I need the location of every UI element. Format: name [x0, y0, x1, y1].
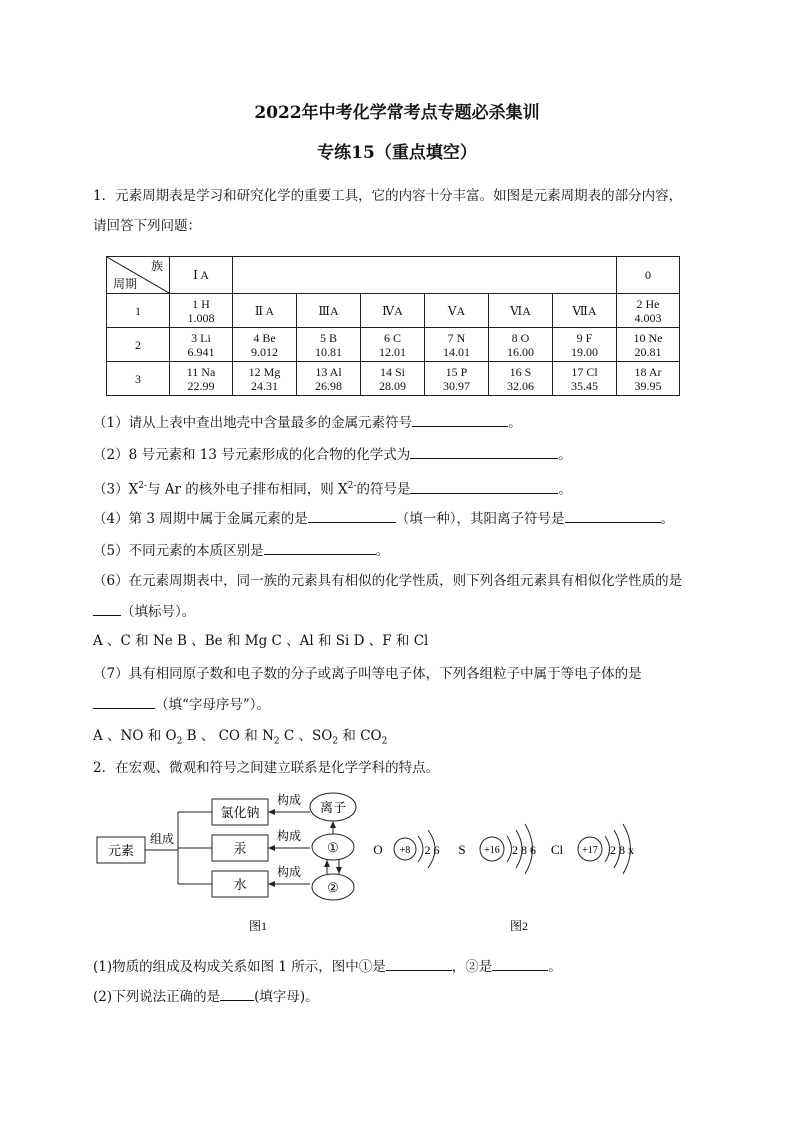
periodic-table — [106, 256, 680, 396]
answer-blank[interactable] — [412, 412, 508, 427]
nucleus-charge: +16 — [484, 845, 500, 856]
element-cell: 17 Cl 35.45 — [553, 362, 617, 396]
q1-stem-line2: 请回答下列问题： — [93, 218, 201, 234]
answer-blank[interactable] — [93, 694, 155, 709]
group-header: ⅣA — [361, 294, 425, 328]
table-empty-top — [233, 257, 617, 294]
q2-figures — [0, 780, 794, 940]
group-header: ⅤA — [425, 294, 489, 328]
substance-label: 水 — [233, 877, 247, 892]
period-label: 2 — [107, 328, 170, 362]
element-cell: 18 Ar 39.95 — [617, 362, 680, 396]
compose-label: 组成 — [150, 832, 175, 846]
answer-blank[interactable] — [308, 508, 396, 523]
constitute-label: 构成 — [277, 829, 302, 843]
q2-stem: 2．在宏观、微观和符号之间建立联系是化学学科的特点。 — [93, 760, 440, 776]
nucleus-charge: +8 — [399, 845, 411, 856]
element-cell: 4 Be 9.012 — [233, 328, 297, 362]
answer-blank[interactable] — [93, 601, 121, 616]
q1-sub3: $(3)X^{2-}$与 Ar 的核外电子排布相同，则 $X^{2-}$的符号是 。 — [93, 476, 572, 500]
element-cell: 9 F 19.00 — [553, 328, 617, 362]
element-cell: 3 Li 6.941 — [170, 328, 233, 362]
q1-stem-line1: 1．元素周期表是学习和研究化学的重要工具，它的内容十分丰富。如图是元素周期表的部分内容， — [93, 188, 683, 204]
electron-shells: 2 6 — [424, 843, 440, 857]
element-cell: 11 Na 22.99 — [170, 362, 233, 396]
fig2-caption: 图2 — [509, 919, 529, 933]
q1-sub2: （2）8 号元素和 13 号元素形成的化合物的化学式为 。 — [93, 444, 572, 465]
q2-part1: (1)物质的组成及构成关系如图 1 所示，图中①是 ，②是 。 — [93, 956, 562, 977]
group-header: ⅢA — [297, 294, 361, 328]
constitute-label: 构成 — [277, 865, 302, 879]
element-cell: 7 N 14.01 — [425, 328, 489, 362]
element-cell: 13 Al 26.98 — [297, 362, 361, 396]
period-label: 3 — [107, 362, 170, 396]
q1-sub6-line2: （填标号）。 — [93, 601, 195, 622]
answer-blank[interactable] — [565, 508, 661, 523]
element-cell: 2 He 4.003 — [617, 294, 680, 328]
constitute-label: 构成 — [277, 793, 302, 807]
ion-label: 离子 — [319, 800, 347, 815]
atom-symbol: O — [373, 842, 383, 857]
period-label: 1 — [107, 294, 170, 328]
element-cell: 8 O 16.00 — [489, 328, 553, 362]
element-cell: 16 S 32.06 — [489, 362, 553, 396]
corner-group-label: 族 — [150, 259, 163, 273]
q1-sub5: （5）不同元素的本质区别是 。 — [93, 540, 389, 561]
circle-2-label: ② — [327, 880, 339, 895]
element-cell: 1 H 1.008 — [170, 294, 233, 328]
q1-sub1: （1）请从上表中查出地壳中含量最多的金属元素符号 。 — [93, 412, 522, 433]
electron-shells: 2 8 x — [610, 843, 634, 857]
substance-label: 汞 — [233, 841, 247, 856]
atom-symbol: S — [458, 842, 466, 857]
answer-blank[interactable] — [220, 986, 254, 1001]
table-corner — [107, 257, 170, 294]
answer-blank[interactable] — [492, 956, 548, 971]
answer-blank[interactable] — [264, 540, 376, 555]
page-subtitle: 专练15（重点填空） — [317, 143, 477, 163]
q1-sub4: （4）第 3 周期中属于金属元素的是 （填一种），其阳离子符号是 。 — [93, 508, 674, 529]
substance-label: 氯化钠 — [220, 805, 260, 820]
answer-blank[interactable] — [386, 956, 452, 971]
circle-1-label: ① — [327, 840, 339, 855]
q1-sub6-line1: （6）在元素周期表中，同一族的元素具有相似的化学性质，则下列各组元素具有相似化学性质的是 — [93, 573, 683, 589]
element-cell: 14 Si 28.09 — [361, 362, 425, 396]
atom-symbol: Cl — [550, 842, 564, 857]
element-cell: 6 C 12.01 — [361, 328, 425, 362]
element-cell: 12 Mg 24.31 — [233, 362, 297, 396]
group-header: ⅥA — [489, 294, 553, 328]
element-cell: 10 Ne 20.81 — [617, 328, 680, 362]
q1-sub7-options: A 、NO 和 $O_2$ B 、 CO 和 $N_2$ C 、$SO_2$ 和 $CO_2$ — [93, 728, 388, 747]
answer-blank[interactable] — [410, 444, 558, 459]
group-header: ⅦA — [553, 294, 617, 328]
nucleus-charge: +17 — [582, 845, 598, 856]
fig1-caption: 图1 — [248, 919, 268, 933]
q1-sub7-line2: （填“字母序号”）。 — [93, 694, 270, 715]
group-header-0: 0 — [617, 257, 680, 294]
element-label: 元素 — [107, 843, 135, 858]
q1-sub7-line1: （7）具有相同原子数和电子数的分子或离子叫等电子体，下列各组粒子中属于等电子体的是 — [93, 666, 642, 682]
q1-sub6-options: A 、C 和 Ne B 、Be 和 Mg C 、Al 和 Si D 、F 和 Cl — [93, 633, 429, 649]
group-header: Ⅱ A — [233, 294, 297, 328]
element-cell: 15 P 30.97 — [425, 362, 489, 396]
q2-part2: (2)下列说法正确的是 (填字母)。 — [93, 986, 319, 1007]
corner-period-label: 周期 — [113, 277, 138, 291]
answer-blank[interactable] — [410, 479, 558, 494]
group-header-IA: Ⅰ A — [170, 257, 233, 294]
page-title: 2022年中考化学常考点专题必杀集训 — [254, 103, 540, 123]
element-cell: 5 B 10.81 — [297, 328, 361, 362]
electron-shells: 2 8 6 — [512, 843, 536, 857]
